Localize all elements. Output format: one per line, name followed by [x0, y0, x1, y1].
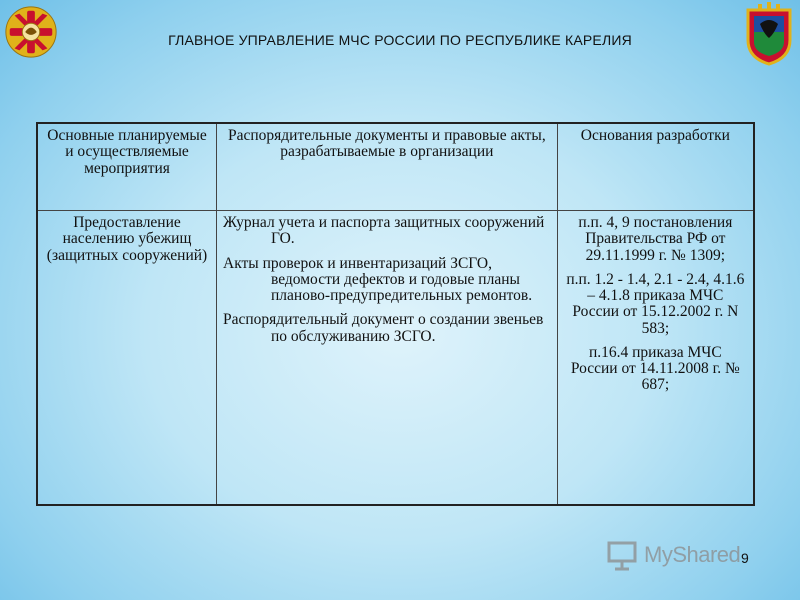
ground-item: п.16.4 приказа МЧС России от 14.11.2008 г. № 687; — [570, 343, 740, 394]
documents-table — [36, 122, 755, 506]
ground-item: п.п. 4, 9 постановления Правительства РФ от 29.11.1999 г. № 1309; — [578, 214, 733, 264]
cell-grounds — [557, 211, 754, 506]
table-header-row — [37, 123, 754, 211]
column-header-grounds: Основания разработки — [557, 123, 754, 211]
ground-item: п.п. 1.2 - 1.4, 2.1 - 2.4, 4.1.6 – 4.1.8 приказа МЧС России от 15.12.2002 г. N 583; — [566, 270, 745, 337]
table-row — [37, 211, 754, 506]
page-title: ГЛАВНОЕ УПРАВЛЕНИЕ МЧС РОССИИ ПО РЕСПУБЛИКЕ КАРЕЛИЯ — [168, 32, 632, 48]
column-header-activities: Основные планируемые и осуществляемые мероприятия — [37, 123, 217, 211]
document-item: Журнал учета и паспорта защитных сооружений ГО. — [223, 214, 545, 248]
cell-activity: Предоставление населению убежищ (защитных сооружений) — [37, 211, 217, 506]
document-item: Акты проверок и инвентаризаций ЗСГО, ведомости дефектов и годовые планы планово-предупредительных ремонтов. — [223, 254, 533, 305]
watermark-text: MyShared — [644, 542, 741, 567]
column-header-documents: Распорядительные документы и правовые акты, разрабатываемые в организации — [217, 123, 558, 211]
presentation-board-icon — [606, 539, 638, 571]
cell-documents — [217, 211, 558, 506]
mchs-emblem-icon — [2, 2, 60, 60]
karelia-coat-of-arms-icon — [744, 2, 794, 66]
document-item: Распорядительный документ о создании звеньев по обслуживанию ЗСГО. — [223, 311, 544, 345]
page-number: 9 — [741, 550, 749, 566]
